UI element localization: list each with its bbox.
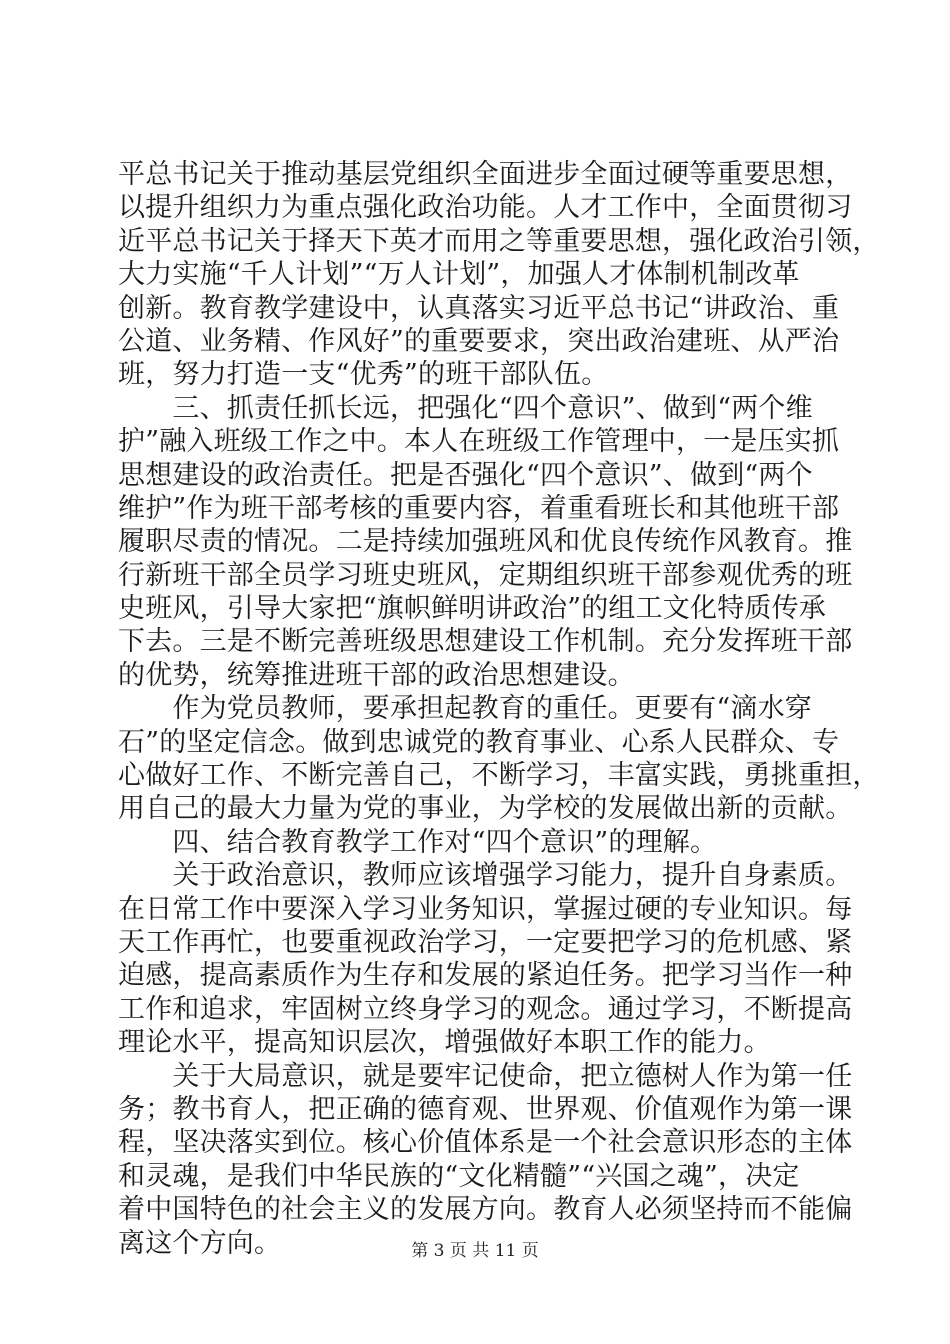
text-line: 理论水平，提高知识层次，增强做好本职工作的能力。 — [118, 1027, 771, 1059]
text-line: 四、结合教育教学工作对“四个意识”的理解。 — [118, 826, 718, 858]
text-line: 史班风，引导大家把“旗帜鲜明讲政治”的组工文化特质传承 — [118, 593, 827, 625]
text-line: 班，努力打造一支“优秀”的班干部队伍。 — [118, 359, 609, 391]
text-line: 关于大局意识，就是要牢记使命，把立德树人作为第一任 — [118, 1060, 853, 1092]
text-line: 公道、业务精、作风好”的重要要求，突出政治建班、从严治 — [118, 325, 840, 357]
text-line: 平总书记关于推动基层党组织全面进步全面过硬等重要思想， — [118, 159, 853, 190]
text-line: 行新班干部全员学习班史班风，定期组织班干部参观优秀的班 — [118, 559, 853, 591]
text-line: 心做好工作、不断完善自己，不断学习，丰富实践，勇挑重担， — [118, 760, 880, 792]
text-line: 务；教书育人，把正确的德育观、世界观、价值观作为第一课 — [118, 1093, 853, 1125]
text-line: 大力实施“千人计划”“万人计划”，加强人才体制机制改革 — [118, 259, 800, 291]
text-line: 用自己的最大力量为党的事业，为学校的发展做出新的贡献。 — [118, 793, 853, 825]
text-line: 和灵魂，是我们中华民族的“文化精髓”“兴国之魂”，决定 — [118, 1160, 800, 1192]
page-footer — [0, 1236, 950, 1261]
text-line: 的优势，统筹推进班干部的政治思想建设。 — [118, 659, 635, 691]
page-number-label: 第 3 页 共 11 页 — [411, 1241, 539, 1261]
text-line: 以提升组织力为重点强化政治功能。人才工作中，全面贯彻习 — [118, 192, 853, 224]
text-line: 作为党员教师，要承担起教育的重任。更要有“滴水穿 — [118, 693, 813, 725]
text-line: 迫感，提高素质作为生存和发展的紧迫任务。把学习当作一种 — [118, 960, 853, 992]
text-line: 护”融入班级工作之中。本人在班级工作管理中，一是压实抓 — [118, 426, 840, 458]
text-line: 天工作再忙，也要重视政治学习，一定要把学习的危机感、紧 — [118, 926, 853, 958]
document-body — [118, 158, 880, 1260]
text-line: 三、抓责任抓长远，把强化“四个意识”、做到“两个维 — [118, 392, 813, 424]
text-line: 履职尽责的情况。二是持续加强班风和优良传统作风教育。推 — [118, 526, 853, 558]
text-line: 近平总书记关于择天下英才而用之等重要思想，强化政治引领， — [118, 225, 880, 257]
text-line: 维护”作为班干部考核的重要内容，着重看班长和其他班干部 — [118, 492, 840, 524]
text-line: 创新。教育教学建设中，认真落实习近平总书记“讲政治、重 — [118, 292, 840, 324]
text-line: 工作和追求，牢固树立终身学习的观念。通过学习，不断提高 — [118, 993, 853, 1025]
text-line: 离这个方向。 — [118, 1227, 282, 1259]
text-line: 下去。三是不断完善班级思想建设工作机制。充分发挥班干部 — [118, 626, 853, 658]
text-line: 思想建设的政治责任。把是否强化“四个意识”、做到“两个 — [118, 459, 813, 491]
text-line: 关于政治意识，教师应该增强学习能力，提升自身素质。 — [118, 860, 853, 892]
text-line: 在日常工作中要深入学习业务知识，掌握过硬的专业知识。每 — [118, 893, 853, 925]
text-line: 着中国特色的社会主义的发展方向。教育人必须坚持而不能偏 — [118, 1194, 853, 1226]
text-line: 石”的坚定信念。做到忠诚党的教育事业、心系人民群众、专 — [118, 726, 840, 758]
text-line: 程，坚决落实到位。核心价值体系是一个社会意识形态的主体 — [118, 1127, 853, 1159]
